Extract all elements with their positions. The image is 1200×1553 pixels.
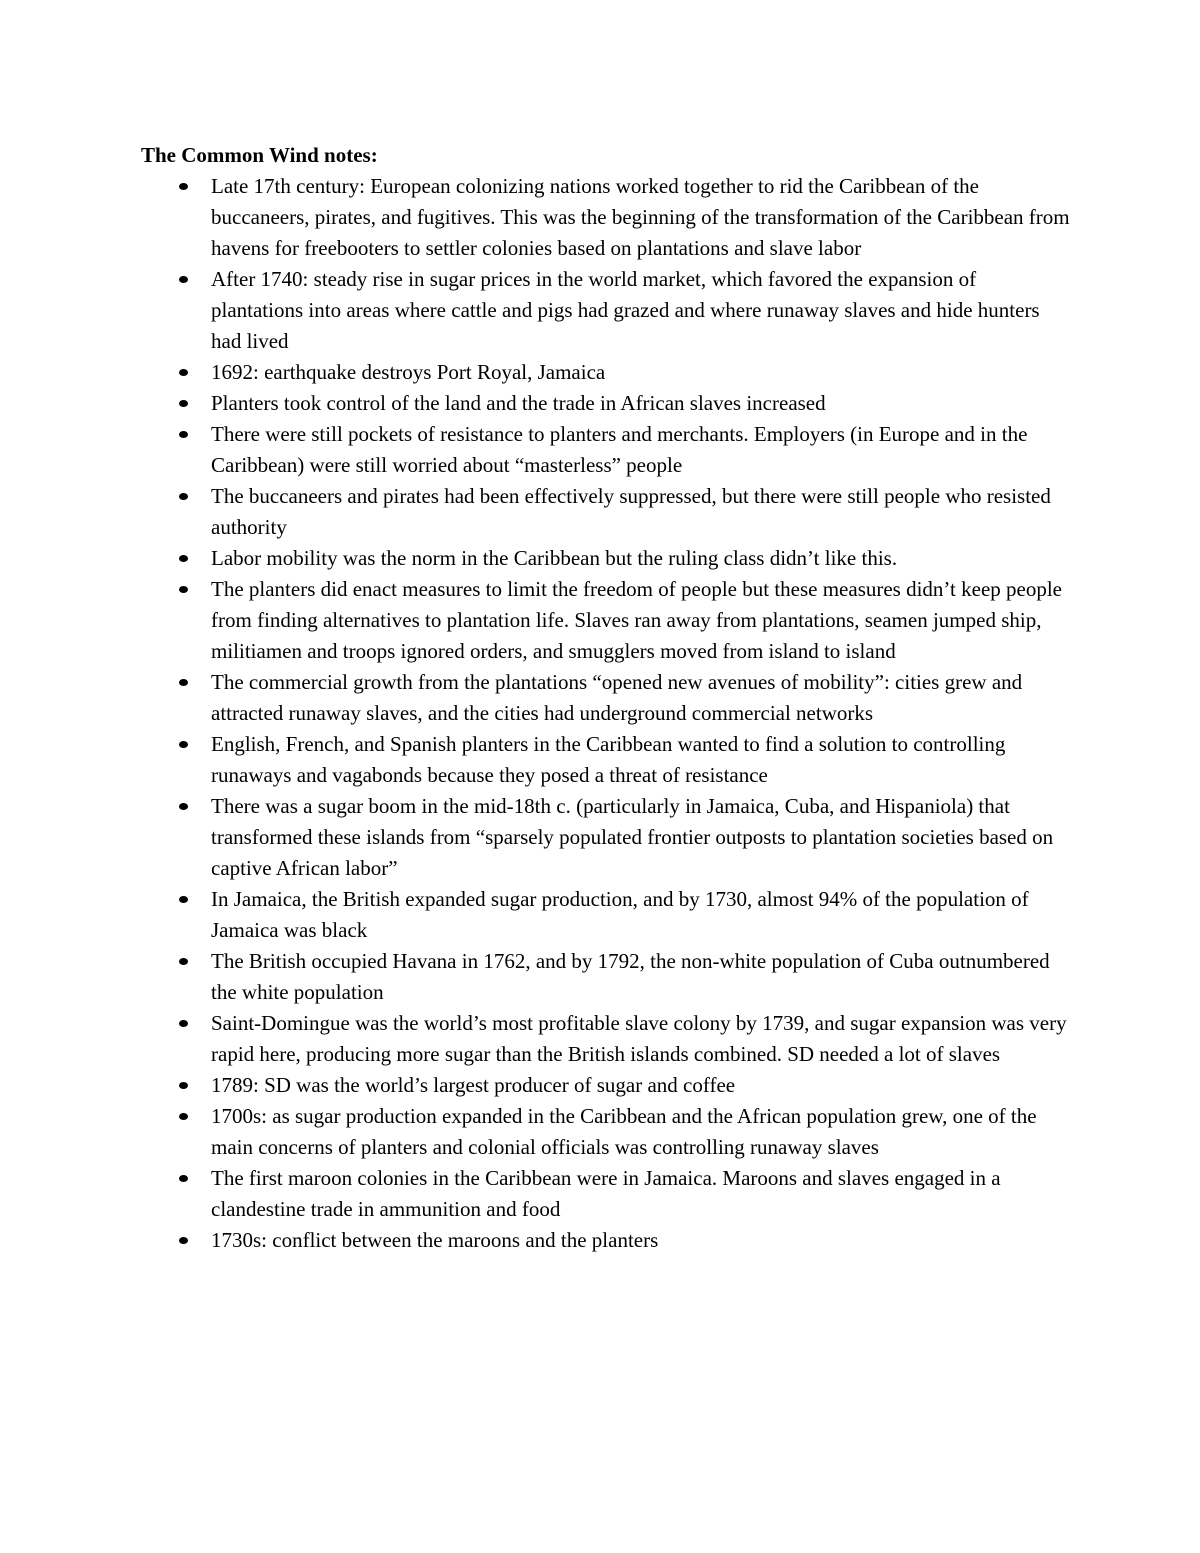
- bullet-icon: [179, 1113, 188, 1120]
- note-item: [141, 574, 1071, 667]
- note-text: 1789: SD was the world’s largest producer of sugar and coffee: [211, 1073, 736, 1097]
- note-text: 1692: earthquake destroys Port Royal, Jamaica: [211, 360, 606, 384]
- bullet-icon: [179, 400, 188, 407]
- note-item: [141, 171, 1071, 264]
- note-text: English, French, and Spanish planters in the Caribbean wanted to find a solution to controlling runaways and vagabonds because they posed a threat of resistance: [211, 732, 1006, 787]
- bullet-icon: [179, 896, 188, 903]
- bullet-icon: [179, 1020, 188, 1027]
- note-item: [141, 791, 1071, 884]
- bullet-icon: [179, 493, 188, 500]
- note-item: [141, 1008, 1071, 1070]
- note-text: Saint-Domingue was the world’s most profitable slave colony by 1739, and sugar expansion was very rapid here, producing more sugar than the British islands combined. SD needed a lot of slaves: [211, 1011, 1067, 1066]
- note-item: [141, 667, 1071, 729]
- notes-content: [141, 140, 1071, 1256]
- bullet-icon: [179, 958, 188, 965]
- note-item: [141, 729, 1071, 791]
- document-title: The Common Wind notes:: [141, 143, 378, 167]
- note-item: [141, 1163, 1071, 1225]
- note-text: The commercial growth from the plantations “opened new avenues of mobility”: cities grew and attracted runaway slaves, and the cities had underground commercial networks: [211, 670, 1023, 725]
- note-text: The British occupied Havana in 1762, and by 1792, the non-white population of Cuba outnumbered the white population: [211, 949, 1050, 1004]
- bullet-icon: [179, 276, 188, 283]
- bullet-icon: [179, 679, 188, 686]
- note-text: The buccaneers and pirates had been effectively suppressed, but there were still people who resisted authority: [211, 484, 1051, 539]
- note-text: In Jamaica, the British expanded sugar production, and by 1730, almost 94% of the population of Jamaica was black: [211, 887, 1029, 942]
- bullet-icon: [179, 1082, 188, 1089]
- note-item: [141, 543, 1071, 574]
- notes-list: [141, 171, 1071, 1256]
- bullet-icon: [179, 586, 188, 593]
- note-item: [141, 357, 1071, 388]
- note-item: [141, 946, 1071, 1008]
- bullet-icon: [179, 1175, 188, 1182]
- note-item: [141, 481, 1071, 543]
- note-item: [141, 1070, 1071, 1101]
- bullet-icon: [179, 741, 188, 748]
- note-text: After 1740: steady rise in sugar prices in the world market, which favored the expansion of plantations into areas where cattle and pigs had grazed and where runaway slaves and hide hunters had lived: [211, 267, 1040, 353]
- note-item: [141, 1225, 1071, 1256]
- bullet-icon: [179, 555, 188, 562]
- note-text: The planters did enact measures to limit the freedom of people but these measures didn’t keep people from finding alternatives to plantation life. Slaves ran away from plantations, seamen jumped ship, militiamen and troops ignored orders, and smugglers moved from island to island: [211, 577, 1063, 663]
- note-text: Late 17th century: European colonizing nations worked together to rid the Caribbean of the buccaneers, pirates, and fugitives. This was the beginning of the transformation of the Caribbean from havens for freebooters to settler colonies based on plantations and slave labor: [211, 174, 1070, 260]
- note-text: There was a sugar boom in the mid-18th c. (particularly in Jamaica, Cuba, and Hispaniola) that transformed these islands from “sparsely populated frontier outposts to plantation societies based on captive African labor”: [211, 794, 1054, 880]
- note-text: 1730s: conflict between the maroons and the planters: [211, 1228, 659, 1252]
- note-text: The first maroon colonies in the Caribbean were in Jamaica. Maroons and slaves engaged in a clandestine trade in ammunition and food: [211, 1166, 1001, 1221]
- note-item: [141, 884, 1071, 946]
- note-item: [141, 1101, 1071, 1163]
- note-text: There were still pockets of resistance to planters and merchants. Employers (in Europe and in the Caribbean) were still worried about “masterless” people: [211, 422, 1028, 477]
- bullet-icon: [179, 803, 188, 810]
- bullet-icon: [179, 369, 188, 376]
- bullet-icon: [179, 1237, 188, 1244]
- note-item: [141, 388, 1071, 419]
- bullet-icon: [179, 183, 188, 190]
- note-text: Labor mobility was the norm in the Caribbean but the ruling class didn’t like this.: [211, 546, 898, 570]
- note-item: [141, 264, 1071, 357]
- note-item: [141, 419, 1071, 481]
- note-text: 1700s: as sugar production expanded in the Caribbean and the African population grew, one of the main concerns of planters and colonial officials was controlling runaway slaves: [211, 1104, 1037, 1159]
- note-text: Planters took control of the land and the trade in African slaves increased: [211, 391, 826, 415]
- bullet-icon: [179, 431, 188, 438]
